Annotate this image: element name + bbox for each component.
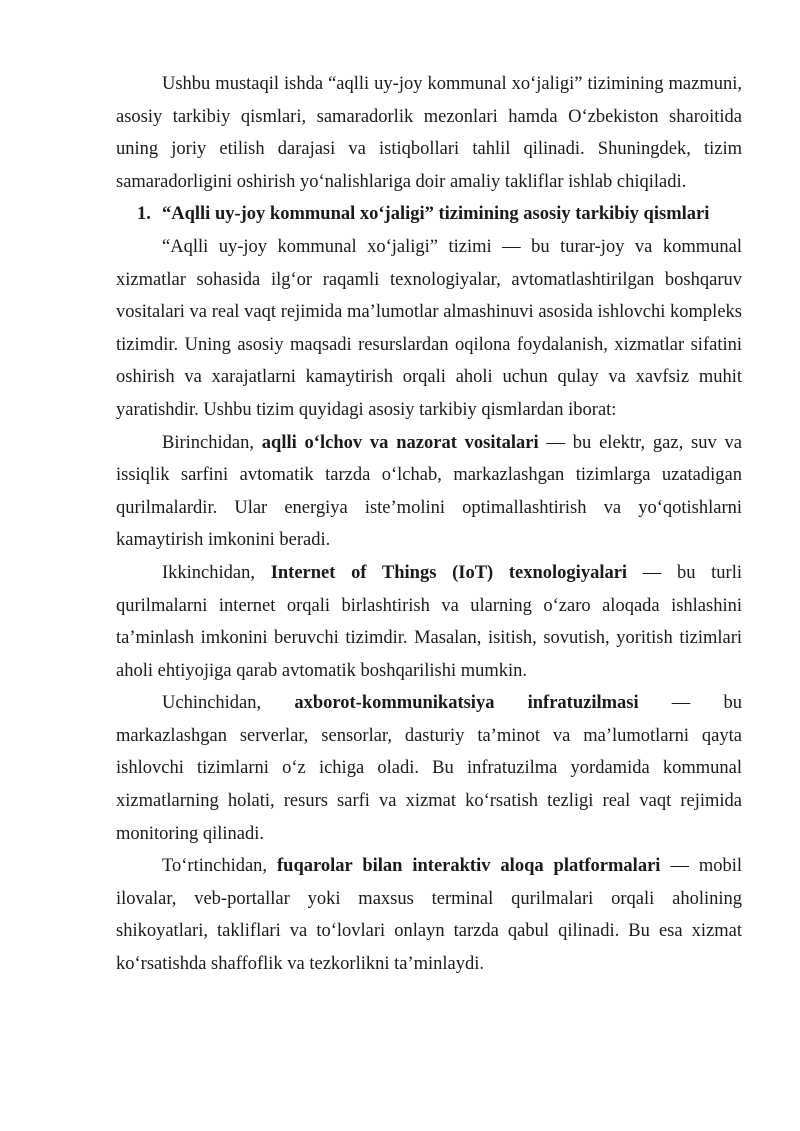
second-component-paragraph <box>116 557 742 687</box>
third-component-paragraph <box>116 687 742 850</box>
first-text: — bu elektr, gaz, suv va issiqlik sarfini avtomatik tarzda o‘lchab, markazlashgan tizimlarga uzatadigan qurilmalardir. Ular energiya iste’molini optimallashtirish va yo‘qotishlarni kamaytirish imkonini beradi. <box>116 432 742 551</box>
section-number: 1. <box>137 204 151 225</box>
fourth-term: fuqarolar bilan interaktiv aloqa platformalari <box>277 856 661 877</box>
first-lead: Birinchidan, <box>162 432 262 453</box>
third-text: — bu markazlashgan serverlar, sensorlar, dasturiy ta’minot va ma’lumotlarni qayta ishlovchi tizimlarni o‘z ichiga oladi. Bu infratuzilma yordamida kommunal xizmatlarning holati, resurs sarfi va xizmat ko‘rsatish tezligi real vaqt rejimida monitoring qilinadi. <box>116 693 742 844</box>
third-term: axborot-kommunikatsiya infratuzilmasi <box>294 693 639 714</box>
section-title: “Aqlli uy-joy kommunal xo‘jaligi” tizimining asosiy tarkibiy qismlari <box>162 204 710 225</box>
second-lead: Ikkinchidan, <box>162 562 271 583</box>
second-text: — bu turli qurilmalarni internet orqali birlashtirish va ularning o‘zaro aloqada ishlashini ta’minlash imkonini beruvchi tizimdir. Masalan, isitish, sovutish, yoritish tizimlari aholi ehtiyojiga qarab avtomatik boshqarilishi mumkin. <box>116 562 742 681</box>
definition-paragraph: “Aqlli uy-joy kommunal xo‘jaligi” tizimi — bu turar-joy va kommunal xizmatlar sohasida ilg‘or raqamli texnologiyalar, avtomatlashtirilgan boshqaruv vositalari va real vaqt rejimida ma’lumotlar almashinuvi asosida ishlovchi kompleks tizimdir. Uning asosiy maqsadi resurslardan oqilona foydalanish, xizmatlar sifatini oshirish va xarajatlarni kamaytirish orqali aholi uchun qulay va xavfsiz muhit yaratishdir. Ushbu tizim quyidagi asosiy tarkibiy qismlardan iborat: <box>116 236 742 420</box>
first-component-paragraph <box>116 427 742 557</box>
intro-paragraph: Ushbu mustaqil ishda “aqlli uy-joy kommunal xo‘jaligi” tizimining mazmuni, asosiy tarkibiy qismlari, samaradorlik mezonlari hamda O‘zbekiston sharoitida uning joriy etilish darajasi va istiqbollari tahlil qilinadi. Shuningdek, tizim samaradorligini oshirish yo‘nalishlariga doir amaliy takliflar ishlab chiqiladi. <box>116 74 742 192</box>
fourth-text: — mobil ilovalar, veb-portallar yoki maxsus terminal qurilmalari orqali aholining shikoyatlari, takliflari va to‘lovlari onlayn tarzda qabul qilinadi. Bu esa xizmat ko‘rsatishda shaffoflik va tezkorlikni ta’minlaydi. <box>116 856 742 975</box>
fourth-component-paragraph <box>116 850 742 980</box>
first-term: aqlli o‘lchov va nazorat vositalari <box>261 432 539 453</box>
document-page <box>116 68 742 981</box>
third-lead: Uchinchidan, <box>162 693 295 714</box>
section-heading <box>116 198 742 231</box>
second-term: Internet of Things (IoT) texnologiyalari <box>270 562 628 583</box>
fourth-lead: To‘rtinchidan, <box>162 856 277 877</box>
